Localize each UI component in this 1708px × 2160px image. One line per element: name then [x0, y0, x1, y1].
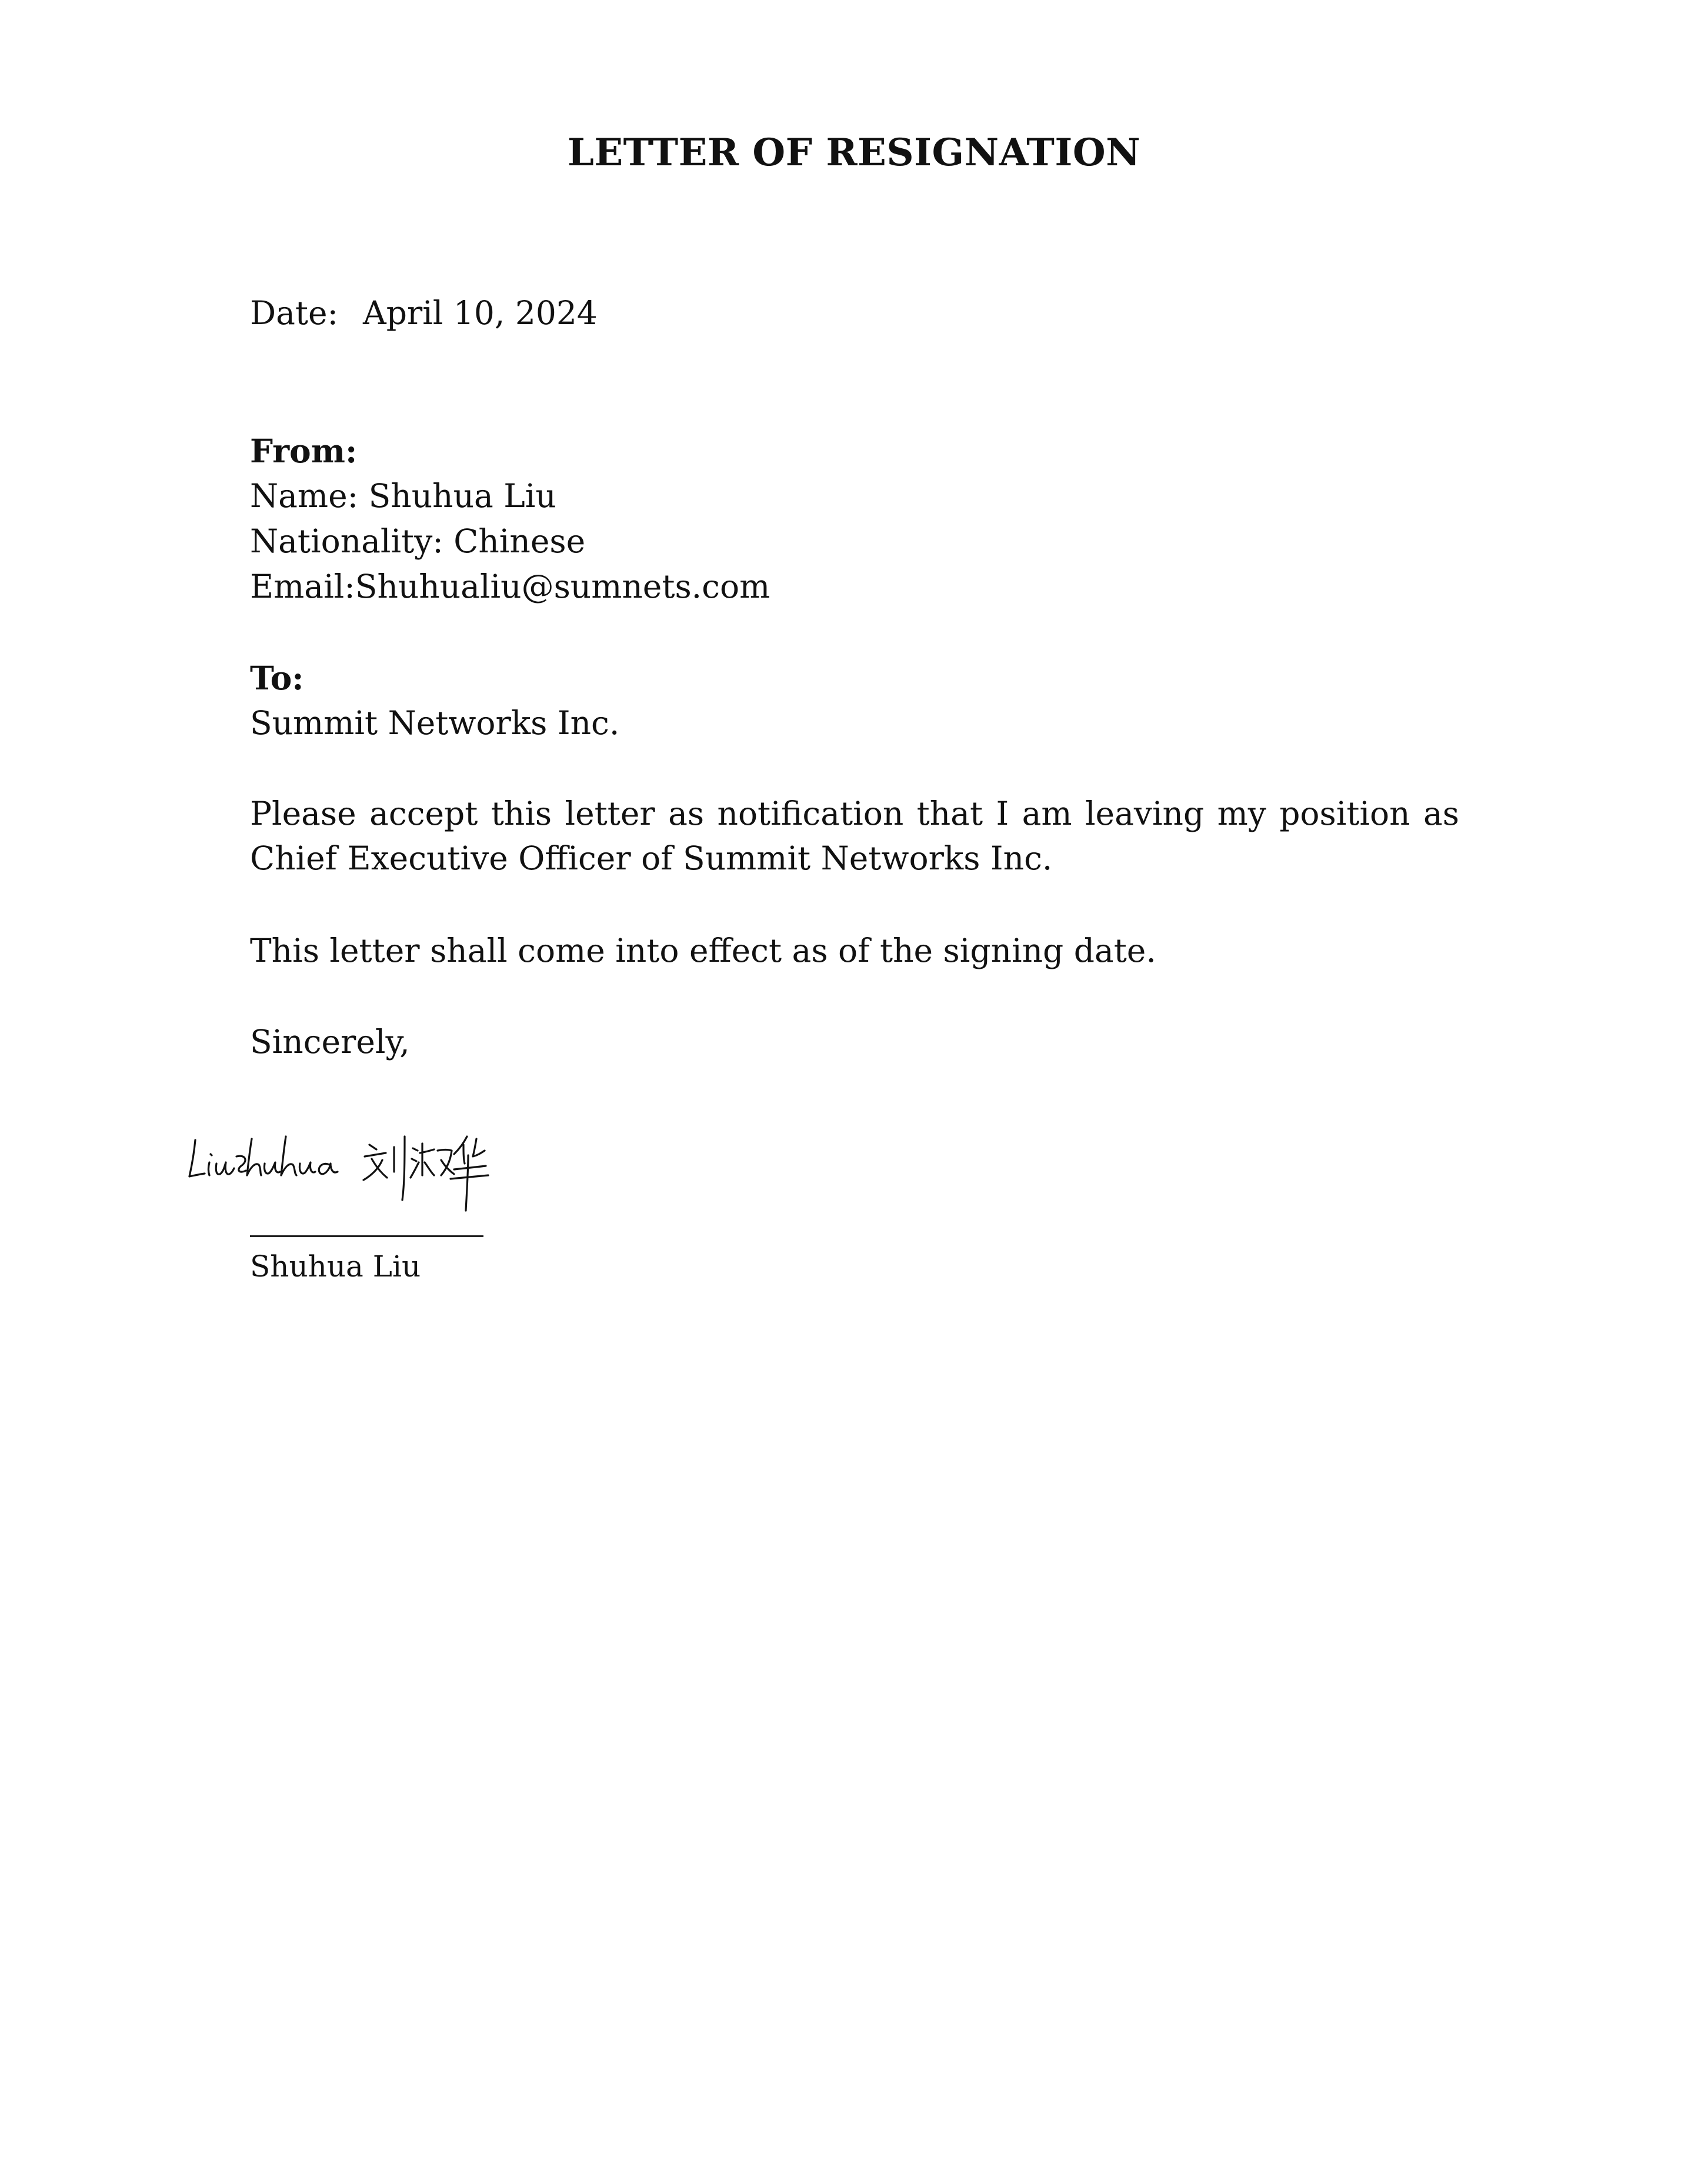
date-value: April 10, 2024: [363, 294, 598, 332]
sender-block: [250, 428, 1459, 609]
body-paragraph-notification: Please accept this letter as notification that I am leaving my position as Chief Executive Officer of Summit Networks Inc.: [250, 795, 1459, 877]
signer-printed-name: Shuhua Liu: [250, 1249, 421, 1284]
recipient-block: [250, 655, 1459, 746]
sender-email: Email:Shuhualiu@sumnets.com: [250, 568, 770, 605]
handwritten-signature: [182, 1106, 594, 1218]
from-heading: From:: [250, 432, 358, 470]
date-label: Date:: [250, 294, 339, 332]
closing: Sincerely,: [250, 1023, 410, 1061]
sender-name: Name: Shuhua Liu: [250, 477, 556, 515]
letter-title: LETTER OF RESIGNATION: [567, 131, 1141, 175]
signature-line: [250, 1235, 483, 1237]
sender-nationality: Nationality: Chinese: [250, 522, 586, 560]
recipient-company: Summit Networks Inc.: [250, 704, 620, 742]
body-paragraph-effective: This letter shall come into effect as of the signing date.: [250, 932, 1156, 969]
date-row: [250, 291, 1459, 336]
to-heading: To:: [250, 659, 304, 697]
